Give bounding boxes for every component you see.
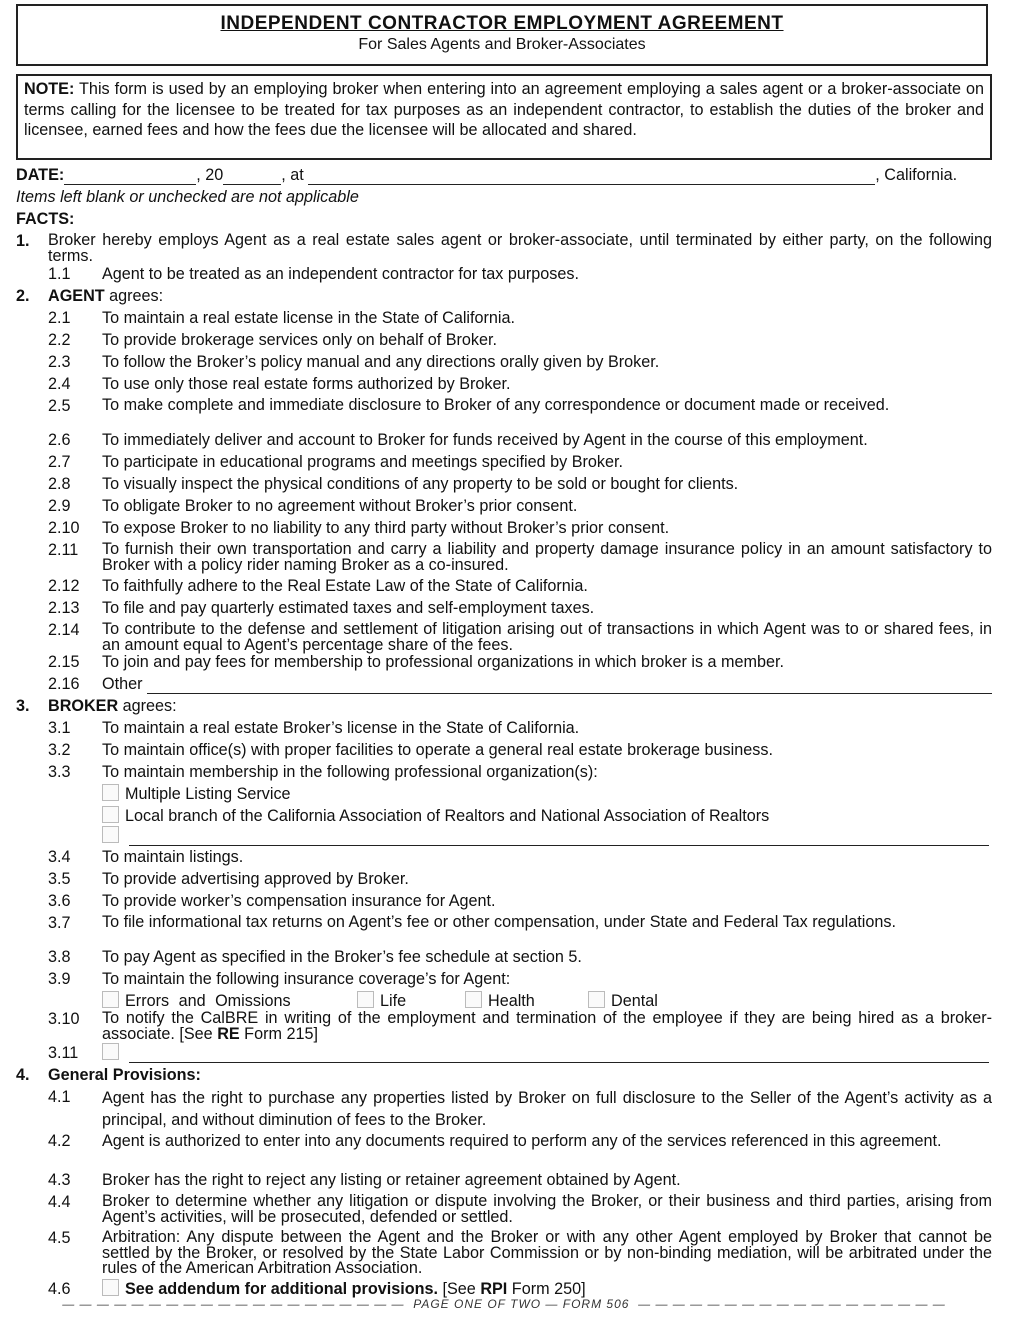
item-2-10	[16, 518, 992, 538]
item-number: 2.1	[48, 309, 71, 327]
checkbox[interactable]	[102, 806, 119, 823]
item-text: To make complete and immediate disclosure to Broker of any correspondence or document made or received.	[102, 396, 890, 414]
item-2-4	[16, 374, 992, 394]
item-number: 3.4	[48, 848, 71, 866]
item-text: To contribute to the defense and settlement of litigation arising out of transactions in which Agent was to or shared fees, in an amount equal to Agent’s percentage share of the fees.	[102, 620, 992, 654]
option-label: Life	[380, 992, 407, 1010]
item-3-9	[16, 969, 992, 989]
item-number: 2.3	[48, 353, 71, 371]
item-text: To maintain membership in the following professional organization(s):	[102, 763, 598, 781]
checkbox[interactable]	[357, 991, 374, 1008]
item-4-6	[16, 1279, 992, 1299]
item-4-5	[16, 1228, 992, 1278]
option-label: Local branch of the California Association of Realtors and National Association of Realtors	[125, 807, 770, 825]
footer-text: PAGE ONE OF TWO — FORM 506	[413, 1297, 630, 1311]
checkbox[interactable]	[102, 784, 119, 801]
item-3-10	[16, 1009, 992, 1043]
item-text: See addendum for additional provisions.	[125, 1280, 439, 1298]
item-number: 2.2	[48, 331, 71, 349]
checkbox[interactable]	[102, 826, 119, 843]
section-1-text: Broker hereby employs Agent as a real estate sales agent or broker-associate, until terminated by either party, on the following terms.	[48, 231, 992, 265]
item-text: To follow the Broker’s policy manual and any directions orally given by Broker.	[102, 353, 660, 371]
section-number: 4.	[16, 1066, 30, 1084]
option-label: Multiple Listing Service	[125, 785, 291, 803]
item-text: To use only those real estate forms authorized by Broker.	[102, 375, 511, 393]
item-text: Broker has the right to reject any listing or retainer agreement obtained by Agent.	[102, 1171, 681, 1189]
note-label: NOTE:	[24, 80, 75, 98]
location-field[interactable]	[308, 168, 875, 185]
org-option-mls	[16, 784, 992, 804]
checkbox[interactable]	[588, 991, 605, 1008]
item-text: To provide brokerage services only on behalf of Broker.	[102, 331, 498, 349]
item-text: To faithfully adhere to the Real Estate Law of the State of California.	[102, 577, 588, 595]
item-number: 2.14	[48, 621, 80, 639]
item-tail: Form 215]	[239, 1024, 318, 1043]
item-text: To visually inspect the physical conditions of any property to be sold or bought for clients.	[102, 475, 739, 493]
item-3-8	[16, 947, 992, 967]
section-2-heading	[16, 286, 992, 306]
item-number: 4.2	[48, 1132, 71, 1150]
item-text: To maintain a real estate Broker’s license in the State of California.	[102, 719, 580, 737]
item-text: To furnish their own transportation and carry a liability and property damage insurance policy in an amount satisfactory to Broker with a policy rider naming Broker as a co-insured.	[102, 540, 992, 574]
checkbox[interactable]	[102, 1043, 119, 1060]
item-text: To provide worker’s compensation insurance for Agent.	[102, 892, 496, 910]
item-number: 2.8	[48, 475, 71, 493]
item-4-2	[16, 1131, 992, 1165]
item-number: 2.10	[48, 519, 80, 537]
item-text: Agent has the right to purchase any properties listed by Broker on full disclosure to the Seller of the Agent’s activity as a principal, and without diminution of fees to the Broker.	[102, 1089, 992, 1129]
item-text: To notify the CalBRE in writing of the employment and termination of the employee if they are being hired as a broker-associate. [See	[102, 1009, 992, 1043]
item-text: Broker to determine whether any litigation or dispute involving the Broker, or their business and third parties, arising from Agent’s activities, will be prosecuted, defended or settled.	[102, 1192, 992, 1226]
item-3-4	[16, 847, 992, 867]
item-2-6	[16, 430, 992, 450]
item-text: To join and pay fees for membership to professional organizations in which broker is a member.	[102, 653, 785, 671]
item-3-5	[16, 869, 992, 889]
option-label: Errors and Omissions	[125, 992, 291, 1010]
item-2-7	[16, 452, 992, 472]
item-4-4	[16, 1192, 992, 1226]
date-line	[16, 165, 992, 185]
section-number: 3.	[16, 697, 30, 715]
item-text: To file and pay quarterly estimated taxes and self-employment taxes.	[102, 599, 595, 617]
item-text: To maintain listings.	[102, 848, 244, 866]
item-text: Arbitration: Any dispute between the Agent and the Broker or with any other Agent employed by Broker that cannot be settled by the Broker, or resolved by the State Labor Commission or by non-binding mediation, will be arbitrated under the rules of the American Arbitration Association.	[102, 1228, 992, 1277]
item-number: 2.16	[48, 675, 80, 693]
item-2-8	[16, 474, 992, 494]
item-3-7	[16, 913, 992, 947]
section-3-heading	[16, 696, 992, 716]
item-3-2	[16, 740, 992, 760]
item-1-1	[16, 264, 992, 284]
item-text: To provide advertising approved by Broker.	[102, 870, 409, 888]
item-number: 2.13	[48, 599, 80, 617]
item-number: 3.1	[48, 719, 71, 737]
item-text: To maintain a real estate license in the State of California.	[102, 309, 516, 327]
item-number: 1.1	[48, 265, 71, 283]
option-label: Dental	[611, 992, 658, 1010]
item-number: 3.10	[48, 1010, 80, 1028]
item-number: 3.8	[48, 948, 71, 966]
item-2-11	[16, 540, 992, 574]
item-tail: [See	[438, 1280, 481, 1298]
item-2-16	[16, 674, 992, 694]
item-3-11	[16, 1043, 992, 1063]
at-label: , at	[281, 166, 304, 184]
item-text: To immediately deliver and account to Broker for funds received by Agent in the course of this employment.	[102, 431, 868, 449]
item-tail: Form 250]	[507, 1280, 586, 1298]
section-number: 1.	[16, 232, 30, 250]
item-number: 2.6	[48, 431, 71, 449]
item-number: 3.9	[48, 970, 71, 988]
item-number: 3.2	[48, 741, 71, 759]
form-title: INDEPENDENT CONTRACTOR EMPLOYMENT AGREEMENT	[220, 13, 784, 34]
other-field[interactable]	[147, 677, 992, 694]
item-number: 2.9	[48, 497, 71, 515]
blank-note: Items left blank or unchecked are not applicable	[16, 188, 359, 206]
item-3-3	[16, 762, 992, 782]
item-number: 2.4	[48, 375, 71, 393]
item-text: Agent to be treated as an independent contractor for tax purposes.	[102, 265, 579, 283]
org-other-field[interactable]	[129, 829, 989, 846]
year-prefix: , 20	[196, 166, 224, 184]
item-number: 3.5	[48, 870, 71, 888]
section-title: AGENT	[48, 287, 105, 305]
item-number: 2.7	[48, 453, 71, 471]
section-title: General Provisions:	[48, 1066, 201, 1084]
item-number: 2.11	[48, 541, 79, 559]
item-2-15	[16, 652, 992, 672]
section-tail: agrees:	[104, 287, 164, 305]
note-text: This form is used by an employing broker when entering into an agreement employing a sales agent or a broker-associate on terms calling for the licensee to be treated for tax purposes as an independent contractor, to establish the duties of the broker and licensee, earned fees and how the fees due the licensee will be allocated and shared.	[24, 80, 984, 139]
item-2-14	[16, 620, 992, 654]
item-3-11-field[interactable]	[129, 1046, 989, 1063]
item-text: To maintain office(s) with proper facilities to operate a general real estate brokerage business.	[102, 741, 773, 759]
section-4-heading	[16, 1065, 992, 1085]
item-number: 2.12	[48, 577, 80, 595]
facts-label: FACTS:	[16, 210, 75, 228]
item-number: 3.6	[48, 892, 71, 910]
item-number: 4.1	[48, 1088, 71, 1106]
org-option-car	[16, 806, 992, 826]
state-label: , California.	[875, 166, 958, 184]
item-text: To file informational tax returns on Agent’s fee or other compensation, under State and Federal Tax regulations.	[102, 913, 896, 931]
option-label: Health	[488, 992, 535, 1010]
item-2-9	[16, 496, 992, 516]
item-2-13	[16, 598, 992, 618]
item-text: Other	[102, 675, 143, 693]
item-text: To pay Agent as specified in the Broker’s fee schedule at section 5.	[102, 948, 582, 966]
item-2-12	[16, 576, 992, 596]
item-text: To participate in educational programs and meetings specified by Broker.	[102, 453, 623, 471]
item-number: 4.5	[48, 1229, 71, 1247]
year-field[interactable]	[223, 168, 281, 185]
item-2-5	[16, 396, 992, 430]
title-box	[16, 4, 988, 66]
item-number: 3.3	[48, 763, 71, 781]
section-number: 2.	[16, 287, 30, 305]
item-number: 4.4	[48, 1193, 71, 1211]
item-text: Agent is authorized to enter into any documents required to perform any of the services referenced in this agreement.	[102, 1132, 942, 1150]
item-4-3	[16, 1170, 992, 1190]
item-2-1	[16, 308, 992, 328]
item-number: 4.6	[48, 1280, 71, 1298]
item-text: To obligate Broker to no agreement without Broker’s prior consent.	[102, 497, 578, 515]
section-title: BROKER	[48, 697, 119, 715]
item-text: To maintain the following insurance coverage’s for Agent:	[102, 970, 511, 988]
form-ref: RPI	[480, 1280, 508, 1298]
form-ref: RE	[217, 1024, 240, 1043]
checkbox[interactable]	[102, 1279, 119, 1296]
form-subtitle: For Sales Agents and Broker-Associates	[358, 36, 646, 53]
item-number: 3.7	[48, 914, 71, 932]
checkbox[interactable]	[465, 991, 482, 1008]
insurance-options	[16, 991, 992, 1011]
item-number: 4.3	[48, 1171, 71, 1189]
date-field[interactable]	[64, 168, 196, 185]
item-3-6	[16, 891, 992, 911]
page-footer: — — — — — — — — — — — — — — — — — — — — PAGE ONE OF TWO — FORM 506 — — — — — — — — — — — — — — — — — —	[62, 1297, 946, 1311]
checkbox[interactable]	[102, 991, 119, 1008]
item-2-3	[16, 352, 992, 372]
item-4-1	[16, 1087, 992, 1129]
section-tail: agrees:	[118, 697, 177, 715]
org-option-other	[16, 826, 992, 846]
item-number: 2.5	[48, 397, 71, 415]
item-number: 2.15	[48, 653, 80, 671]
item-number: 3.11	[48, 1044, 79, 1062]
item-3-1	[16, 718, 992, 738]
note-box	[16, 74, 992, 160]
section-1	[16, 231, 992, 267]
item-2-2	[16, 330, 992, 350]
date-label: DATE:	[16, 166, 65, 184]
item-text: To expose Broker to no liability to any third party without Broker’s prior consent.	[102, 519, 670, 537]
